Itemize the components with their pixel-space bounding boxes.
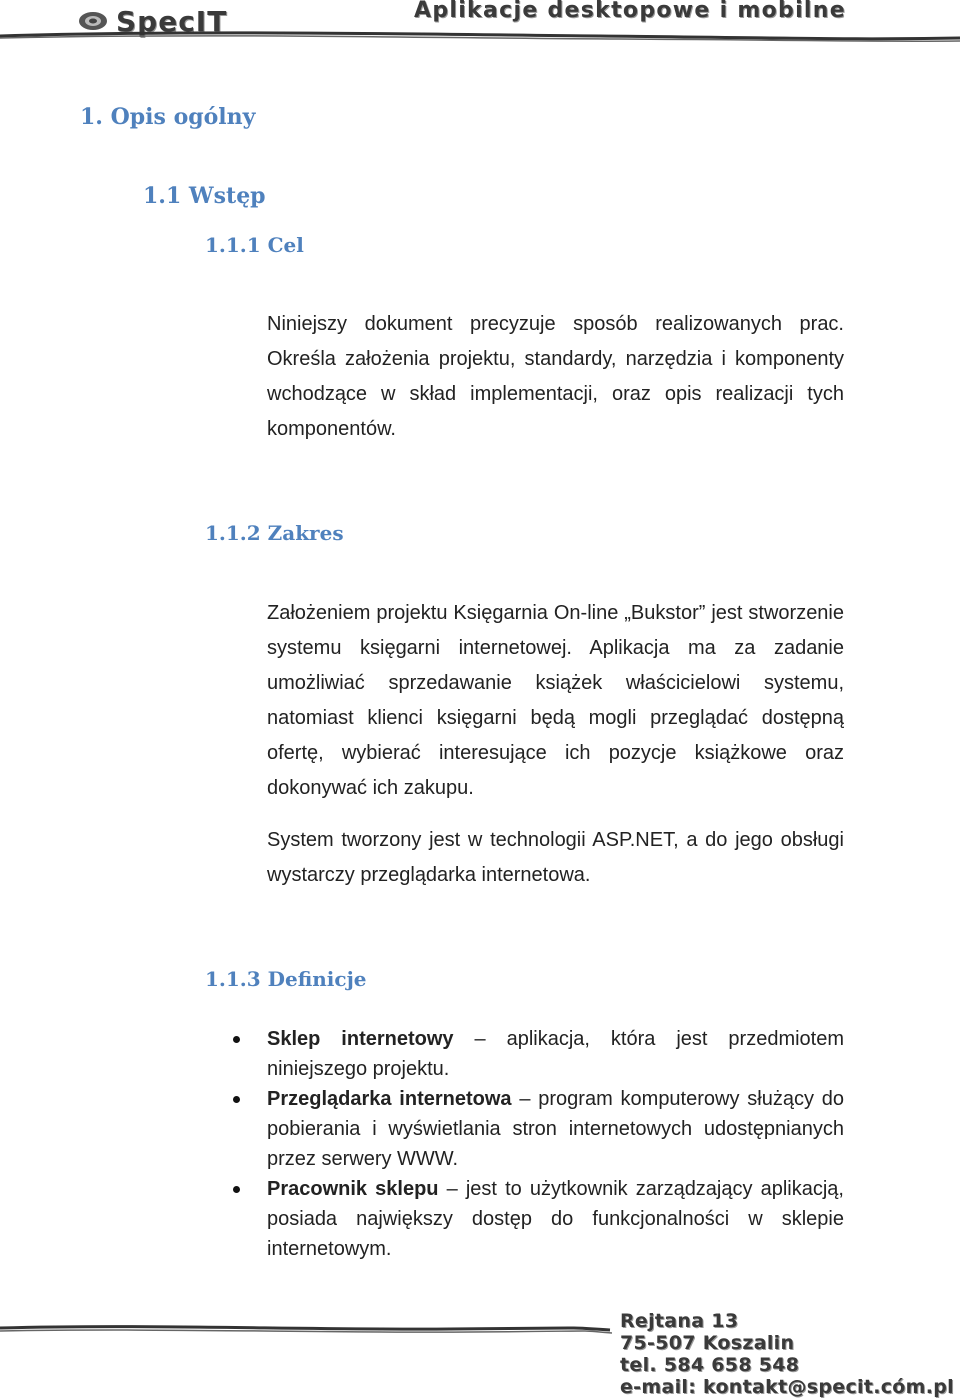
list-item: [230, 1174, 844, 1264]
definition-term: Pracownik sklepu: [267, 1178, 439, 1200]
section-heading-zakres: 1.1.2 Zakres: [205, 521, 344, 545]
header-tagline: Aplikacje desktopowe i mobilne: [414, 0, 846, 23]
header-brush-line: [0, 24, 960, 44]
logo-text: SpecIT: [116, 4, 228, 38]
definition-desc: – aplikacja, która jest przedmiotem niniejszego projektu.: [267, 1028, 845, 1080]
zakres-paragraph-2: System tworzony jest w technologii ASP.NET, a do jego obsługi wystarczy przeglądarka internetowa.: [267, 829, 844, 886]
definition-desc: – jest to użytkownik zarządzający aplikacją, posiada największy dostęp do funkcjonalności w sklepie internetowym.: [267, 1178, 844, 1260]
list-item: [230, 1024, 844, 1084]
bullet-icon: [233, 1186, 240, 1193]
footer-email: e-mail: kontakt@specit.cóm.pl: [620, 1376, 954, 1398]
bullet-icon: [233, 1096, 240, 1103]
bullet-icon: [233, 1036, 240, 1043]
definition-term: Przeglądarka internetowa: [267, 1088, 512, 1110]
definitions-list: [230, 1024, 844, 1264]
definition-term: Sklep internetowy: [267, 1028, 454, 1050]
footer-contact: [620, 1310, 954, 1398]
zakres-paragraph: Założeniem projektu Księgarnia On-line „Bukstor” jest stworzenie systemu księgarni internetowej. Aplikacja ma za zadanie umożliwiać sprzedawanie książek właścicielowi systemu, natomiast klienci księgarni będą mogli przeglądać dostępną ofertę, wybierać interesujące ich pozycje książkowe oraz dokonywać ich zakupu.: [267, 602, 844, 799]
section-heading-definicje: 1.1.3 Definicje: [205, 967, 367, 991]
footer-city: 75-507 Koszalin: [620, 1332, 795, 1354]
section-heading-cel: 1.1.1 Cel: [205, 233, 304, 257]
list-item: [230, 1084, 844, 1174]
definition-desc: – program komputerowy służący do pobierania i wyświetlania stron internetowych udostępnianych przez serwery WWW.: [267, 1088, 844, 1170]
section-heading-wstep: 1.1 Wstęp: [143, 183, 266, 209]
section-heading-opis: 1. Opis ogólny: [80, 104, 256, 130]
cel-paragraph: Niniejszy dokument precyzuje sposób realizowanych prac. Określa założenia projektu, standardy, narzędzia i komponenty wchodzące w skład implementacji, oraz opis realizacji tych komponentów.: [267, 313, 844, 440]
footer-phone: tel. 584 658 548: [620, 1354, 800, 1376]
page-header: [0, 0, 960, 60]
footer-street: Rejtana 13: [620, 1310, 739, 1332]
